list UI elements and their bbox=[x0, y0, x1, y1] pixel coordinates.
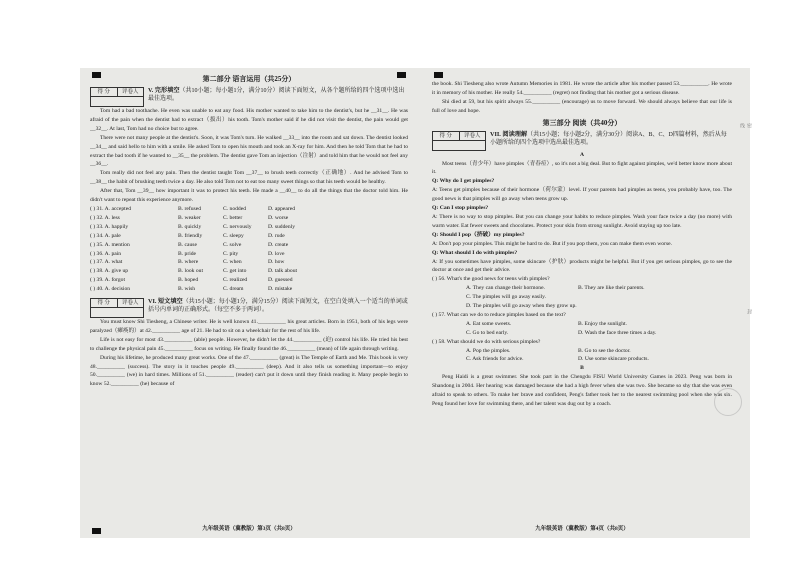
cloze-option: B. look out bbox=[178, 268, 204, 275]
cloze-option: ( ) 36. A. pain bbox=[90, 250, 122, 257]
cloze-option-row bbox=[90, 223, 408, 232]
registration-mark bbox=[92, 528, 101, 534]
seal-line-text: 密 封 线 bbox=[739, 123, 751, 405]
cloze-option: C. get into bbox=[223, 268, 247, 275]
cloze-option: C. sleepy bbox=[223, 232, 244, 239]
cloze-option: B. weaker bbox=[178, 214, 201, 221]
cloze-option: D. talk about bbox=[268, 268, 298, 275]
mcq-option: D. Use some skincare products. bbox=[578, 356, 649, 363]
mcq-option-row bbox=[432, 293, 732, 302]
cloze-option: C. nodded bbox=[223, 205, 246, 212]
cloze-option: B. cause bbox=[178, 241, 197, 248]
score-box: 得 分 评卷人 bbox=[90, 87, 144, 107]
passage-b-label: B bbox=[580, 365, 584, 372]
qa-question: Q: Should I pop（挤破）my pimples? bbox=[432, 231, 525, 238]
mcq-option-row bbox=[432, 302, 732, 311]
exam-sheet bbox=[80, 68, 750, 538]
cloze-option: ( ) 39. A. forgot bbox=[90, 277, 126, 284]
cloze-option: D. rude bbox=[268, 232, 285, 239]
mcq-option-row bbox=[432, 284, 732, 293]
cloze-option: D. suddenly bbox=[268, 223, 296, 230]
section-seven-header bbox=[432, 131, 732, 151]
cloze-paragraph: Tom had a bad toothache. He even was unable to eat any food. His mother wanted to take him to the dentist's, but he __31__. He was afraid of the pain when the dentist had to extract（拔出）his tooth. Tom's mother said if he did not visit the dentist, the pain would get __32__. At last, Tom had no choice but to agree. bbox=[90, 108, 408, 132]
cloze-paragraph: Tom really did not feel any pain. Then the dentist taught Tom __37__ to brush teeth correctly（正确地）. And he advised Tom to __38__ the habit of brushing teeth twice a day. He also told Tom not to eat too many sweet things so that his teeth would be healthy. bbox=[90, 170, 408, 186]
fill-paragraph: During his lifetime, he produced many great works. One of the 47.__________ (great) is The Temple of Earth and Me. This book is very 48.__________ (success). The story in it touches people 49.__________ (deep). And it also tells us something important—to enjoy 50.__________ (we) in hard times. Millions of 51.__________ (reader) can't put it down until they finish reading it. Many people begin to know 52.__________ (he) because of bbox=[90, 354, 408, 388]
cloze-option: C. realized bbox=[223, 277, 248, 284]
fill-paragraph: You must know Shi Tiesheng, a Chinese writer. He is well known 41.__________ his great articles. Born in 1951, both of his legs were paralyzed（瘫痪的）at 42.__________ age of 21. He had to sit on a wheelchair for the rest of his life. bbox=[90, 319, 408, 334]
cloze-option-row bbox=[90, 232, 408, 241]
mcq-list bbox=[432, 275, 732, 364]
section-five-header bbox=[90, 87, 408, 107]
cloze-option-row bbox=[90, 267, 408, 276]
cloze-option: C. dream bbox=[223, 286, 244, 293]
cloze-paragraph: There were not many people at the dentist's. Soon, it was Tom's turn. He walked __33__ into the room and sat down. The dentist looked __34__ and said hello to him with a smile. He asked Tom to open his mouth and took an X-ray for him. And then he told Tom that he had to extract the bad tooth if he wanted to __35__ the problem. The dentist gave Tom an injection（注射）and told him that he would not feel any __36__. bbox=[90, 134, 408, 168]
mcq-stem: ( ) 57. What can we do to reduce pimples based on the text? bbox=[432, 311, 566, 318]
cloze-option: C. nervously bbox=[223, 223, 252, 230]
score-box: 得 分 评卷人 bbox=[432, 131, 486, 151]
cloze-option: B. where bbox=[178, 259, 199, 266]
cloze-option: ( ) 37. A. what bbox=[90, 259, 123, 266]
left-page bbox=[90, 68, 408, 538]
qa-answer: A: If you sometimes have pimples, some skincare（护肤）products might be helpful. But if you get serious pimples, go to see the doctor at once and get their advice. bbox=[432, 258, 732, 274]
cloze-option: ( ) 31. A. accepted bbox=[90, 205, 132, 212]
score-box: 得 分 评卷人 bbox=[90, 298, 144, 318]
section-seven-instructions: VII. 阅读理解（共15小题；每小题2分，满分30分）阅读A、B、C、D四篇材料，然后从每小题所给的四个选项中选出最佳选项。 bbox=[490, 130, 727, 146]
cloze-option-row bbox=[90, 250, 408, 259]
qa-list bbox=[432, 177, 732, 275]
cloze-option: D. guessed bbox=[268, 277, 293, 284]
registration-mark bbox=[92, 72, 101, 78]
part-two-title: 第二部分 语言运用（共25分） bbox=[202, 75, 296, 83]
passage-b: Peng Haidi is a great swimmer. She took part in the Chengdu FISU World University Games in 2023. Peng was born in Shandong in 2004. Her hearing was damaged because she had a high fever when she was two. She became so shy that she was even afraid to speak to others. To make her brave and confident, Peng's father took her to the nearest swimming pool when she was six. Peng found her love for swimming there, and her talent was dug out by a coach. bbox=[432, 374, 732, 407]
mcq-option-row bbox=[432, 329, 732, 338]
cloze-option: D. mistake bbox=[268, 286, 293, 293]
cloze-option: ( ) 40. A. decision bbox=[90, 286, 131, 293]
right-page bbox=[432, 68, 732, 538]
cloze-option: D. worse bbox=[268, 214, 289, 221]
stamp-mark bbox=[714, 388, 742, 416]
cloze-option-row bbox=[90, 214, 408, 223]
qa-answer: A: Don't pop your pimples. This might be hard to do. But if you pop them, you can make them even worse. bbox=[432, 240, 673, 247]
cloze-option: B. wish bbox=[178, 286, 196, 293]
mcq-option: A. Eat some sweets. bbox=[466, 320, 512, 327]
cloze-option: ( ) 32. A. less bbox=[90, 214, 120, 221]
mcq-option-row bbox=[432, 355, 732, 364]
cloze-option: B. refused bbox=[178, 205, 201, 212]
cloze-option-row bbox=[90, 276, 408, 285]
mcq-option: A. They can change their hormone. bbox=[466, 285, 545, 292]
mcq-option: B. Enjoy the sunlight. bbox=[578, 320, 627, 327]
cloze-option: C. better bbox=[223, 214, 243, 221]
cloze-option: B. hoped bbox=[178, 277, 199, 284]
mcq-option: A. Pop the pimples. bbox=[466, 347, 511, 354]
cloze-option: B. friendly bbox=[178, 232, 203, 239]
cloze-option: B. pride bbox=[178, 250, 197, 257]
qa-question: Q: What should I do with pimples? bbox=[432, 249, 518, 256]
qa-question: Q: Can I stop pimples? bbox=[432, 205, 489, 212]
registration-mark bbox=[434, 72, 443, 78]
cloze-option: D. love bbox=[268, 250, 285, 257]
cloze-option: ( ) 33. A. happily bbox=[90, 223, 129, 230]
mcq-option: D. The pimples will go away when they grow up. bbox=[466, 303, 577, 310]
cloze-option: C. when bbox=[223, 259, 242, 266]
cloze-options bbox=[90, 205, 408, 294]
passage-a-label: A bbox=[579, 151, 585, 158]
cloze-option: ( ) 38. A. give up bbox=[90, 268, 129, 275]
section-six-header bbox=[90, 298, 408, 318]
cloze-option: ( ) 35. A. mention bbox=[90, 241, 130, 248]
mcq-option: B. Go to see the doctor. bbox=[578, 347, 631, 354]
mcq-stem: ( ) 58. What should we do with serious pimples? bbox=[432, 338, 541, 345]
mcq-option: B. They are like their parents. bbox=[578, 285, 645, 292]
cloze-option: D. create bbox=[268, 241, 289, 248]
mcq-stem: ( ) 56. What's the good news for teens with pimples? bbox=[432, 276, 550, 283]
cloze-option-row bbox=[90, 205, 408, 214]
page-footer: 九年级英语（冀教版）第3页（共8页） bbox=[202, 526, 296, 532]
mcq-option: C. Ask friends for advice. bbox=[466, 356, 524, 363]
page-footer: 九年级英语（冀教版）第4页（共8页） bbox=[535, 526, 629, 532]
fill-paragraph: Shi died at 59, but his spirit always 55.__________ (encourage) us to move forward. We should always believe that our life is full of love and hope. bbox=[432, 98, 732, 114]
section-five-instructions: V. 完形填空（共10小题；每小题1分，满分10分）阅读下面短文，从各个题所给的四个选项中选出最佳选项。 bbox=[148, 87, 405, 102]
cloze-option: C. solve bbox=[223, 241, 242, 248]
cloze-option-row bbox=[90, 258, 408, 267]
cloze-option: D. how bbox=[268, 259, 285, 266]
cloze-option: B. quickly bbox=[178, 223, 202, 230]
cloze-paragraph: After that, Tom __39__ how important it was to protect his teeth. He made a __40__ to do all the things that the doctor told him. He didn't want to repeat this experience anymore. bbox=[90, 188, 408, 204]
mcq-option-row bbox=[432, 347, 732, 356]
mcq-option: C. The pimples will go away easily. bbox=[466, 294, 547, 301]
cloze-option: D. appeared bbox=[268, 205, 296, 212]
cloze-option: C. pity bbox=[223, 250, 239, 257]
passage-a-intro: Most teens（青少年）have pimples（青春痘）, so it's not a big deal. But to fight against pimples, we'd better know more about it. bbox=[432, 160, 732, 176]
qa-question: Q: Why do I get pimples? bbox=[432, 178, 495, 185]
cloze-option-row bbox=[90, 285, 408, 294]
qa-answer: A: Teens get pimples because of their hormone（荷尔蒙）level. If your parents had pimples as teens, you probably have, too. The good news is that pimples will go away when teens grow up. bbox=[432, 187, 732, 203]
registration-mark bbox=[397, 72, 406, 78]
cloze-option: ( ) 34. A. pale bbox=[90, 232, 121, 239]
fill-paragraph: the book. Shi Tiesheng also wrote Autumn Memories in 1981. He wrote the article after his mother passed 53.__________. He wrote it in memory of his mother. He really 54.__________ (regret) not finding that his mother got a serious disease. bbox=[432, 81, 732, 96]
mcq-option-row bbox=[432, 320, 732, 329]
fill-paragraph: Life is not easy for most 43.__________ (able) people. However, he didn't let the 44.__________ (迫) control his life. He tried his best to challenge the physical pain 45.__________ focus on writing. He finally found the 46.__________ (mean) of life again through writing. bbox=[90, 336, 408, 352]
mcq-option: C. Go to bed early. bbox=[466, 329, 509, 336]
section-six-instructions: VI. 短文填空（共15小题；每小题1分，满分15分）阅读下面短文，在空白处填入一个适当的单词或括号内单词的正确形式。（每空不多于两词）。 bbox=[148, 298, 408, 314]
mcq-option: D. Wash the face three times a day. bbox=[578, 329, 657, 336]
cloze-option-row bbox=[90, 241, 408, 250]
part-three-title: 第三部分 阅读（共40分） bbox=[542, 118, 622, 127]
qa-answer: A: There is no way to stop pimples. But you can change your habits to reduce pimples. Wash your face twice a day (no more) with warm water. Eat fewer sweets and chocolates. Protect your skin from strong sunlight. Avoid staying up too late. bbox=[432, 213, 732, 229]
